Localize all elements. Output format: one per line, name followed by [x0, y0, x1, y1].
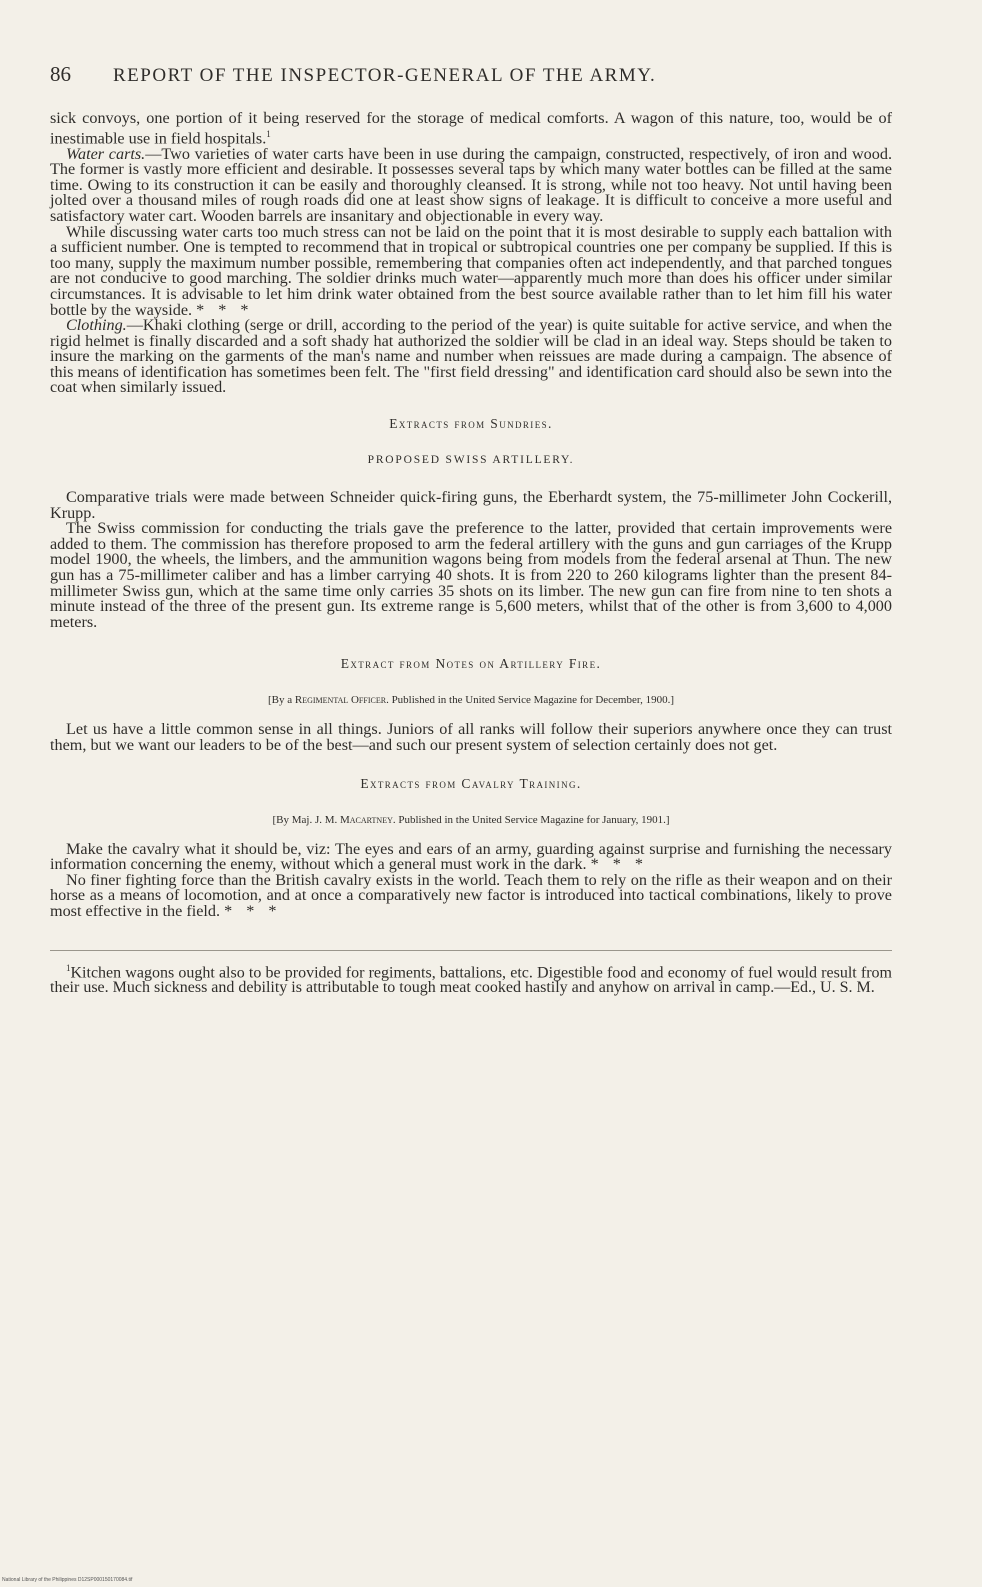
byline: [50, 814, 892, 826]
paragraph: [50, 490, 892, 521]
footnote-paragraph: [50, 961, 892, 996]
paragraph-lead: Water carts.: [66, 144, 146, 163]
paragraph-text: The Swiss commission for conducting the trials gave the preference to the latter, provided that certain improvements were added to them. The commission has therefore proposed to arm the federal artillery with the guns and gun carriages of the Krupp model 1900, the wheels, the limbers, and the ammunition wagons being from models from the federal arsenal at Thun. The new gun has a 75-millimeter caliber and has a limber carrying 40 shots. It is from 220 to 260 kilograms lighter than the present 84-millimeter Swiss gun, which at the same time only carries 35 shots on its limber. The new gun can fire from nine to ten shots a minute instead of the three of the present gun. Its extreme range is 5,600 meters, whilst that of the other is from 3,600 to 4,000 meters.: [50, 519, 892, 631]
paragraph-lead: Clothing.: [66, 316, 127, 335]
paragraph-text: sick convoys, one portion of it being reserved for the storage of medical comforts. A wagon of this nature, too, would be of inestimable use in field hospitals.: [50, 109, 892, 147]
section-heading: Extracts from Cavalry Training.: [360, 775, 582, 791]
byline-text: . Published in the United Service Magazine for January, 1901.]: [392, 813, 670, 826]
byline-author: Regimental Officer: [294, 694, 387, 707]
paragraph-text: Make the cavalry what it should be, viz: The eyes and ears of an army, guarding against surprise and furnishing the necessary information concerning the enemy, without which a general must work in the dark.: [50, 839, 892, 874]
paragraph: [50, 144, 892, 225]
ellipsis-stars: * * *: [224, 901, 277, 920]
paragraph-text: —Two varieties of water carts have been in use during the campaign, constructed, respectively, of iron and wood. The former is vastly more efficient and desirable. It possesses several taps by which many water bottles can be filled at the same time. Owing to its construction it can be easily and thoroughly cleansed. It is strong, while not too heavy. Not until having been jolted over a thousand miles of rough roads did one at least show signs of leakage. It is difficult to conceive a more useful and satisfactory water cart. Wooden barrels are insanitary and objectionable in every way.: [50, 144, 892, 225]
paragraph: [50, 839, 892, 874]
paragraph: [50, 722, 892, 753]
footnote-mark: 1: [66, 962, 71, 973]
paragraph: [50, 521, 892, 630]
paragraph-text: No finer fighting force than the British cavalry exists in the world. Teach them to rely on the rifle as their weapon and on their horse as a means of locomotion, and at once a comparatively new factor is introduced into tactical combinations, likely to prove most effective in the field.: [50, 870, 892, 920]
section-heading: Extracts from Sundries.: [389, 416, 553, 432]
running-head: [50, 62, 892, 87]
footnote-text: Kitchen wagons ought also to be provided for regiments, battalions, etc. Digestible food and economy of fuel would result from their use. Much sickness and debility is attributable to tough meat cooked hastily and anyhow on arrival in camp.—Ed., U. S. M.: [50, 963, 892, 997]
section-heading: Extract from Notes on Artillery Fire.: [340, 656, 602, 672]
paragraph: [50, 111, 892, 147]
document-page: [50, 62, 892, 996]
paragraph-text: While discussing water carts too much stress can not be laid on the point that it is most desirable to supply each battalion with a sufficient number. One is tempted to recommend that in tropical or subtropical countries one per company be supplied. If this is too many, supply the maximum number possible, remembering that companies often act independently, and that parched tongues are not conducive to good marching. The soldier drinks much water—apparently much more than does his officer under similar circumstances. It is advisable to let him drink water obtained from the best source available rather than to let him fill his water bottle by the wayside.: [50, 222, 892, 319]
byline-text: [By Maj. J. M.: [272, 813, 340, 826]
footnote-divider: [50, 950, 892, 951]
byline-text: [By a: [268, 694, 295, 707]
page-number: 86: [50, 62, 71, 86]
running-title: REPORT OF THE INSPECTOR-GENERAL OF THE ARMY.: [113, 65, 657, 86]
paragraph-text: —Khaki clothing (serge or drill, according to the period of the year) is quite suitable for active service, and when the rigid helmet is finally discarded and a soft shady hat authorized the soldier will be clad in an ideal way. Steps should be taken to insure the marking on the garments of the man's name and number when reissues are made during a campaign. The absence of this means of identification has sometimes been felt. The "first field dressing" and identification card should also be sewn into the coat when similarly issued.: [50, 316, 892, 397]
ellipsis-stars: * * *: [590, 855, 644, 874]
paragraph-text: Let us have a little common sense in all things. Juniors of all ranks will follow their superiors anywhere once they can trust them, but we want our leaders to be of the best—and such our present system of selection certainly does not get.: [50, 720, 892, 755]
footnote: [50, 961, 892, 996]
paragraph: [50, 870, 892, 920]
paragraph: [50, 222, 892, 319]
paragraph: [50, 318, 892, 396]
paragraph-text: Comparative trials were made between Schneider quick-firing guns, the Eberhardt system, the 75-millimeter John Cockerill, Krupp.: [50, 488, 892, 522]
ellipsis-stars: * * *: [196, 300, 249, 319]
footnote-reference: 1: [266, 128, 271, 139]
byline: [50, 694, 892, 706]
scan-note: National Library of the Philippines D12SP000150170084.tif: [2, 1577, 133, 1583]
byline-author: Macartney: [340, 813, 393, 826]
subsection-heading: PROPOSED SWISS ARTILLERY.: [367, 454, 575, 467]
byline-text: . Published in the United Service Magazine for December, 1900.]: [386, 694, 674, 707]
